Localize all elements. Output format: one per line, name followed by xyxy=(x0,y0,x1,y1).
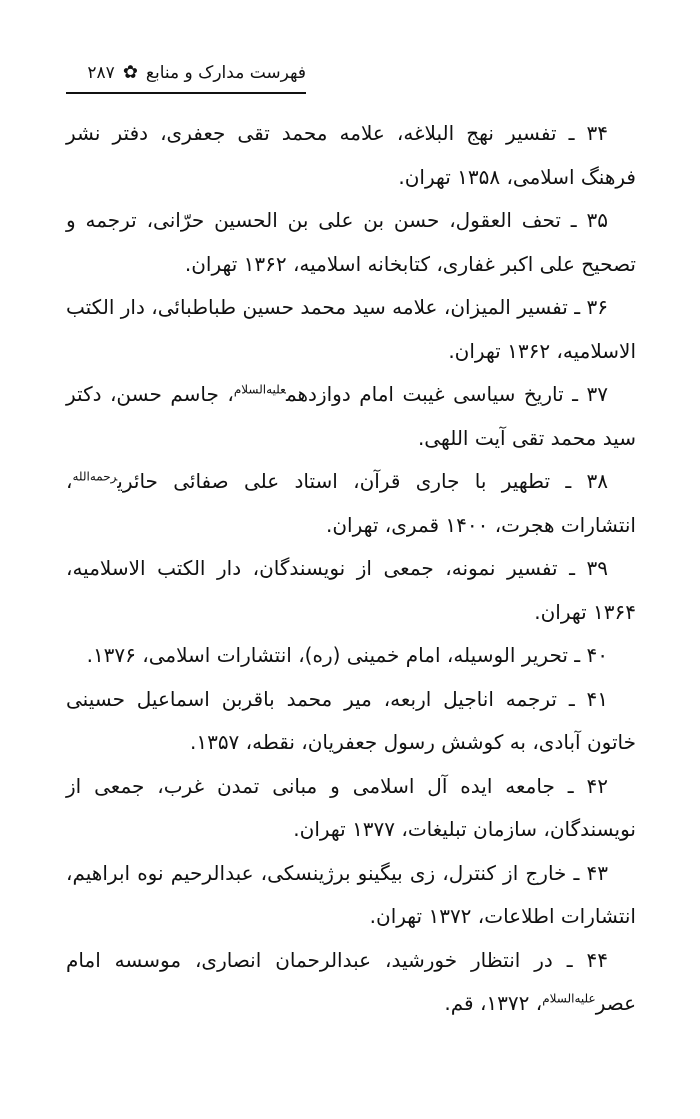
flower-ornament-icon: ✿ xyxy=(122,62,138,83)
bibliography-entry-37: ۳۷ ـ تاریخ سیاسی غیبت امام دوازدهم$^{علیه‌السلام}$، جاسم حسن، دکتر سید محمد تقی آیت اللهی. xyxy=(66,382,636,450)
honorific-mark: رحمه‌الله xyxy=(72,469,118,484)
header-title: فهرست مدارک و منابع xyxy=(145,63,306,83)
header-rule xyxy=(66,92,306,94)
honorific-mark: علیه‌السلام xyxy=(233,382,286,397)
bibliography-entry-42: ۴۲ ـ جامعه ایده آل اسلامی و مبانی تمدن غرب، جمعی از نویسندگان، سازمان تبلیغات، ۱۳۷۷ تهران. xyxy=(66,773,636,841)
bibliography-list xyxy=(66,112,636,1026)
bibliography-entry-34: ۳۴ ـ تفسیر نهج البلاغه، علامه محمد تقی جعفری، دفتر نشر فرهنگ اسلامی، ۱۳۵۸ تهران. xyxy=(66,121,636,189)
honorific-mark: علیه‌السلام xyxy=(542,991,596,1006)
bibliography-entry-35: ۳۵ ـ تحف العقول، حسن بن علی بن الحسین حرّانی، ترجمه و تصحیح علی اکبر غفاری، کتابخانه اسلامیه، ۱۳۶۲ تهران. xyxy=(66,208,636,276)
running-header xyxy=(66,58,306,88)
bibliography-entry-36: ۳۶ ـ تفسیر المیزان، علامه سید محمد حسین طباطبائی، دار الکتب الاسلامیه، ۱۳۶۲ تهران. xyxy=(66,295,636,363)
bibliography-entry-44: ۴۴ ـ در انتظار خورشید، عبدالرحمان انصاری، موسسه امام عصر$^{علیه‌السلام}$، ۱۳۷۲، قم. xyxy=(66,947,636,1015)
bibliography-entry-39: ۳۹ ـ تفسیر نمونه، جمعی از نویسندگان، دار الکتب الاسلامیه، ۱۳۶۴ تهران. xyxy=(66,556,636,624)
page-number: ۲۸۷ xyxy=(87,63,115,83)
bibliography-entry-43: ۴۳ ـ خارج از کنترل، زی بیگینو برژینسکی، عبدالرحیم نوه ابراهیم، انتشارات اطلاعات، ۱۳۷۲ تهران. xyxy=(66,860,636,928)
bibliography-entry-40: ۴۰ ـ تحریر الوسیله، امام خمینی (ره)، انتشارات اسلامی، ۱۳۷۶. xyxy=(86,643,608,667)
bibliography-entry-38: ۳۸ ـ تطهیر با جاری قرآن، استاد علی صفائی حائری$^{رحمه‌الله}$، انتشارات هجرت، ۱۴۰۰ قمری، تهران. xyxy=(66,469,636,537)
bibliography-entry-41: ۴۱ ـ ترجمه اناجیل اربعه، میر محمد باقربن اسماعیل حسینی خاتون آبادی، به کوشش رسول جعفریان، نقطه، ۱۳۵۷. xyxy=(66,686,636,754)
